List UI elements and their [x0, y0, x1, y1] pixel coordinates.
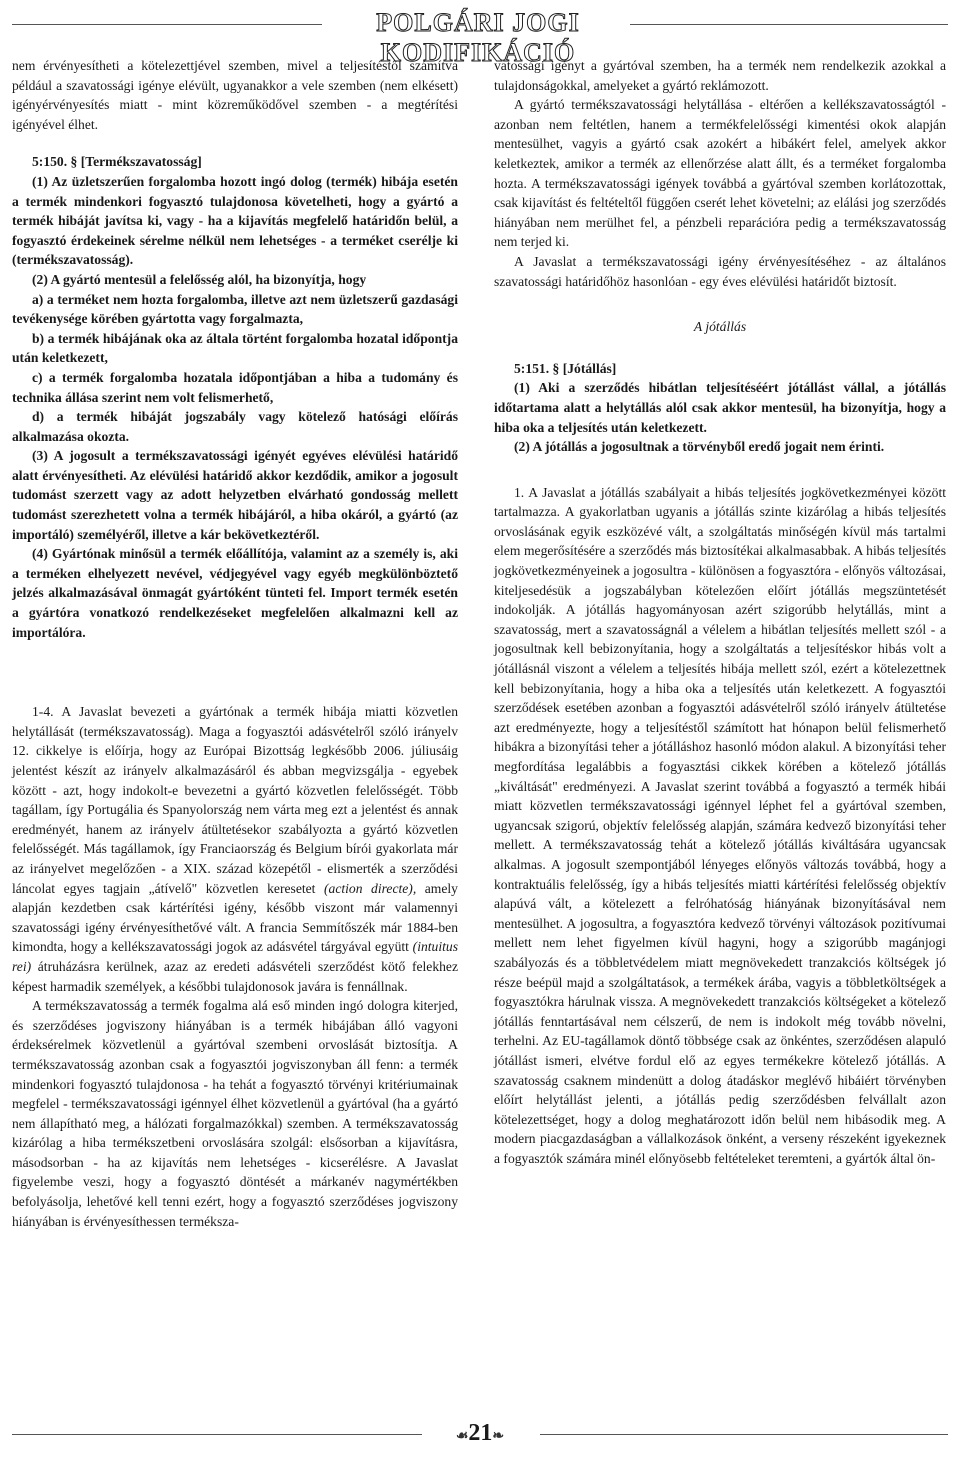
paragraph: vatossági igényt a gyártóval szemben, ha a termék nem rendelkezik azokkal a tulajdonságokkal, amelyeket a gyártó reklámozott. — [494, 58, 946, 93]
page-footer — [0, 1420, 960, 1450]
latin-term: (action directe), — [324, 880, 417, 896]
ornament-right-icon: ❧ — [492, 1429, 505, 1444]
section-5-150 — [12, 152, 458, 642]
commentary-paragraph: A termékszavatosság a termék fogalma alá eső minden ingó dologra kiterjed, és szerződéses jogviszony hiányában is a termék hibájában álló vagyoni érdeksérelmek közvetlenül a gyártóval szembeni orvoslását biztosítja. A termékszavatosság azonban csak a fogyasztói jogviszonyban áll fenn: a termék mindenkori fogyasztó tulajdonosa - ha tehát a fogyasztó törvényi kritériumainak megfelel - termékszavatossági igénnyel élhet közvetlenül a gyártóval (ha a gyártó nem állapítható meg, a hálózati forgalmazókkal) szemben. A termékszavatosság kizárólag a hiba termékszetbeni orvoslására szolgál: elsősorban a kijavításra, másodsorban - ha az kijavítás nem lehetséges - kicserélésre. A Javaslat figyelembe veszi, hogy a fogyasztó döntését a márkanév nagymértékben befolyásolja, lehetővé kell tenni ezért, hogy a fogyasztó szerződéses jogviszony hiányában is érvényesíthessen terméksza- — [12, 998, 458, 1229]
section-heading — [494, 359, 946, 379]
statute-paragraph: (2) A jótállás a jogosultnak a törvényből eredő jogait nem érinti. — [514, 439, 885, 455]
header-rule-right — [630, 24, 948, 25]
commentary-text: amely alapján kezdetben csak kártérítési igény, később viszont már valamennyi szavatossági igény érvényesíthetővé vált. A francia Semmítőszék már 1884-ben kimondta, hogy a kellékszavatossági jogok az adásvétel tárgyával együtt — [12, 880, 458, 955]
paragraph: nem érvényesítheti a kötelezettjével szemben, mivel a teljesítéstől számítva például a szavatossági igénye elévült, ugyanakkor a vele szemben (nem elkésett) igényérvényesítés miatt - mint közreműködővel szemben - a megtérítési igényével élhet. — [12, 58, 458, 132]
statute-point: b) a termék hibájának oka az általa történt forgalomba hozatal időpontja után keletkezett, — [12, 330, 458, 366]
statute-point: d) a termék hibáját jogszabály vagy kötelező hatósági előírás alkalmazása okozta. — [12, 409, 458, 444]
paragraph: A Javaslat a termékszavatossági igény érvényesítéséhez - az általános szavatossági határidőhöz hasonlóan - egy éves elévülési határidőt biztosít. — [494, 253, 946, 289]
paragraph: A gyártó termékszavatossági helytállása - eltérően a kellékszavatosságtól - azonban nem feltétlen, hanem a termékfelelősségi kimentési okok alapján mentesülhet, vagyis a gyártó csak azokért a hibákért felel, amelyek akkor keletkeztek, amikor a termék az ellenőrzése alatt állt, és a terméket forgalomba hozta. A termékszavatossági igények továbbá a gyártóval szemben korlátozottak, csak kijavítást és feltételtől függően cserét lehet követelni; az elálási jog szerződés hiányában nem merülhet fel, a pénzbeli reparációra pedig a termékszavatosság nem terjed ki. — [494, 97, 946, 250]
statute-paragraph: (1) Aki a szerződés hibátlan teljesítéséért jótállást vállal, a jótállás időtartama alatt a helytállás alól csak akkor mentesül, ha bizonyítja, hogy a hiba oka a teljesítés után keletkezett. — [494, 380, 946, 435]
subheading: A jótállás — [693, 319, 747, 335]
statute-paragraph: (3) A jogosult a termékszavatossági igényét egyéves elévülési határidő alatt érvényesítheti. Az elévülési határidő akkor kezdődik, amikor a jogosult tudomást szerzett vagy az adott helyzetben elvárható gondosság mellett tudomást szerezhetett volna a termék hibájáról, a hiba okáról, a gyártó (az importáló) személyéről, illetve a kár bekövetkeztéről. — [12, 448, 458, 542]
journal-title: POLGÁRI JOGI KODIFIKÁCIÓ — [376, 8, 580, 67]
section-title: § [Termékszavatosság] — [70, 154, 202, 170]
ornament-left-icon: ☙ — [455, 1429, 469, 1444]
left-column — [12, 56, 458, 1231]
statute-paragraph: (4) Gyártónak minősül a termék előállítója, valamint az a személy is, aki a terméken elhelyezett nevével, védjegyével vagy egyéb megkülönböztető jelzés alkalmazásával önmagát gyártóként tünteti fel. Import termék esetén a gyártóra vonatkozó rendelkezéseket megfelelően alkalmazni kell az importálóra. — [12, 546, 458, 640]
section-5-151 — [494, 359, 946, 457]
latin-term: (intuitus rei) — [12, 939, 458, 974]
statute-point: a) a terméket nem hozta forgalomba, illetve azt nem üzletszerű gazdasági tevékenysége körében gyártotta vagy forgalmazta, — [12, 291, 458, 327]
statute-paragraph: (2) A gyártó mentesül a felelősség alól, ha bizonyítja, hogy — [32, 271, 367, 287]
commentary-text: átruházásra kerülnek, azaz az eredeti adásvételi szerződést kötő felekhez képest harmadik személyek, a későbbi tulajdonosok javára is fennállnak. — [12, 958, 458, 994]
section-heading — [12, 152, 458, 172]
header-rule-left — [12, 24, 322, 25]
page-number-text: 21 — [468, 1420, 493, 1446]
right-column — [494, 56, 946, 1168]
footer-rule-right — [540, 1434, 948, 1435]
commentary-paragraph — [12, 702, 458, 996]
statute-point: c) a termék forgalomba hozatala időpontjában a hiba a tudomány és technika állása szerint nem volt felismerhető, — [12, 369, 458, 405]
page-number — [430, 1420, 530, 1447]
section-number: 5:151. — [514, 360, 550, 376]
footer-rule-left — [12, 1434, 422, 1435]
section-number: 5:150. — [32, 154, 68, 170]
section-title: § [Jótállás] — [552, 360, 617, 376]
commentary-text: 1-4. A Javaslat bevezeti a gyártónak a termék hibája miatti közvetlen helytállását (termékszavatosság). Maga a fogyasztói adásvételről szóló irányelv 12. cikkelye is előírja, hogy az Európai Bizottság legkésőbb 2006. júliusáig jelentést készít az irányelv alkalmazásáról és abban megvizsgálja - egyebek között - azt, hogy indokolt-e bevezetni a gyártó közvetlen felelősségét. Több tagállam, így Portugália és Spanyolország nem várta meg ezt a jelentést és annak eredményét, hanem az irányelv átültetésekor szabályozta a gyártó közvetlen felelősségét. Más tagállamok, így Franciaország és Belgium bírói gyakorlata már az irányelvet megelőzően - a XIX. század közepétől - elismerték a szerződési láncolat egyes tagjain „átívelő" közvetlen keresetet — [12, 704, 458, 896]
page-header — [0, 0, 960, 67]
statute-paragraph: (1) Az üzletszerűen forgalomba hozott ingó dolog (termék) hibája esetén a termék mindenkori fogyasztó tulajdonosa követelheti, hogy a gyártó a termék hibáját javítsa ki, vagy - ha a kijavítás megfelelő határidőn belül, a fogyasztó érdekeinek sérelme nélkül nem lehetséges - a terméket cserélje ki (termékszavatosság). — [12, 173, 458, 268]
commentary-paragraph: 1. A Javaslat a jótállás szabályait a hibás teljesítés jogkövetkezményei között tartalmazza. A gyakorlatban ugyanis a jótállás szinte kizárólag a hibás teljesítés orvoslásának egyik eszközévé vált, a szolgáltatás minőségén kívül más tartalmi elem megerősítésére a szerződés más biztosítékai alkalmasabbak. A hibás teljesítés jogkövetkezményeinek a jogosultra - különösen a fogyasztóra - előnyös változásai, kiteljesedésük a jogszabályban kötelezően előírt jótállás megszüntetését indokolják. A jótállás hagyományosan azért szigorúbb helytállás, mint a szavatosság, mert a szavatosságnál a vélelem a hibátlan teljesítés mellett szól - a jogosultnak kell bebizonyítania, hogy a szolgáltatás a teljesítéskor hibás volt a jótállásnál viszont a vélelem a teljesítés hibája mellett szól, ezért a kötelezettnek kell bebizonyítania, hogy a hiba oka a teljesítés után keletkezett. A fogyasztói szerződések esetében azonban a fogyasztói adásvételről szóló irányelv átültetése azt eredményezte, hogy a teljesítéstől számított hat hónapon belül felismerhető hibákra a bizonyítási teher a jótálláshoz hasonló módon alakul. A bizonyítási teher megfordítása legalábbis a fogyasztási cikkek körében a kötelező jótállás „kiváltását" eredményezi. A Javaslat szerint továbbá a fogyasztó a termék hibái miatt közvetlen termékszavatossági igénnyel léphet fel a gyártóval szemben, ugyancsak szigorú, objektív felelősség alapján, számára kedvező bizonyítási teher mellett. A termékszavatosság tehát a kötelező jótállás kiváltására ugyancsak alkalmas. A jogosult szempontjából lényeges előnyös változás továbbá, hogy a kontraktuális felelősség, így a hibás teljesítés miatti kártérítési felelősség objektív alapúvá vált, a kötelezett a felróhatóság hiányának bizonyításával nem mentesülhet. A jogosultra, a fogyasztóra kedvező törvényi változások pozitívumai mellett nem lehet figyelmen kívül hagyni, hogy a szigorúbb magánjogi szabályozás és a többletvédelem miatt megnövekedett tranzakciós költségek jó része beépül majd a szolgáltatások, a termékek árába, vagyis a többletköltségek a fogyasztókra hárulnak vissza. A megnövekedett tranzakciós költségeket a kötelező jótállás fenntartásával nem célszerű, de nem is indokolt még tovább növelni, terhelni. Az EU-tagállamok döntő többsége csak az önkéntes, szerződésen alapuló jótállást ismeri, elvétve fordul elő az egyes termékekre kötelező jótállás. A szavatosság csaknem mindenütt a dolog átadáskor meglévő hibáiért törvényben előírt helytállást jelenti, a jótállás pedig szerződésben felvállalt azon kötelezettséget, hogy a dolog meghatározott időn belül nem hibásodik meg. A modern piacgazdaságban a vállalkozások önként, a verseny részeként igyekeznek a fogyasztók számára minél előnyösebb feltételeket teremteni, a gyártók által ön- — [494, 484, 946, 1166]
